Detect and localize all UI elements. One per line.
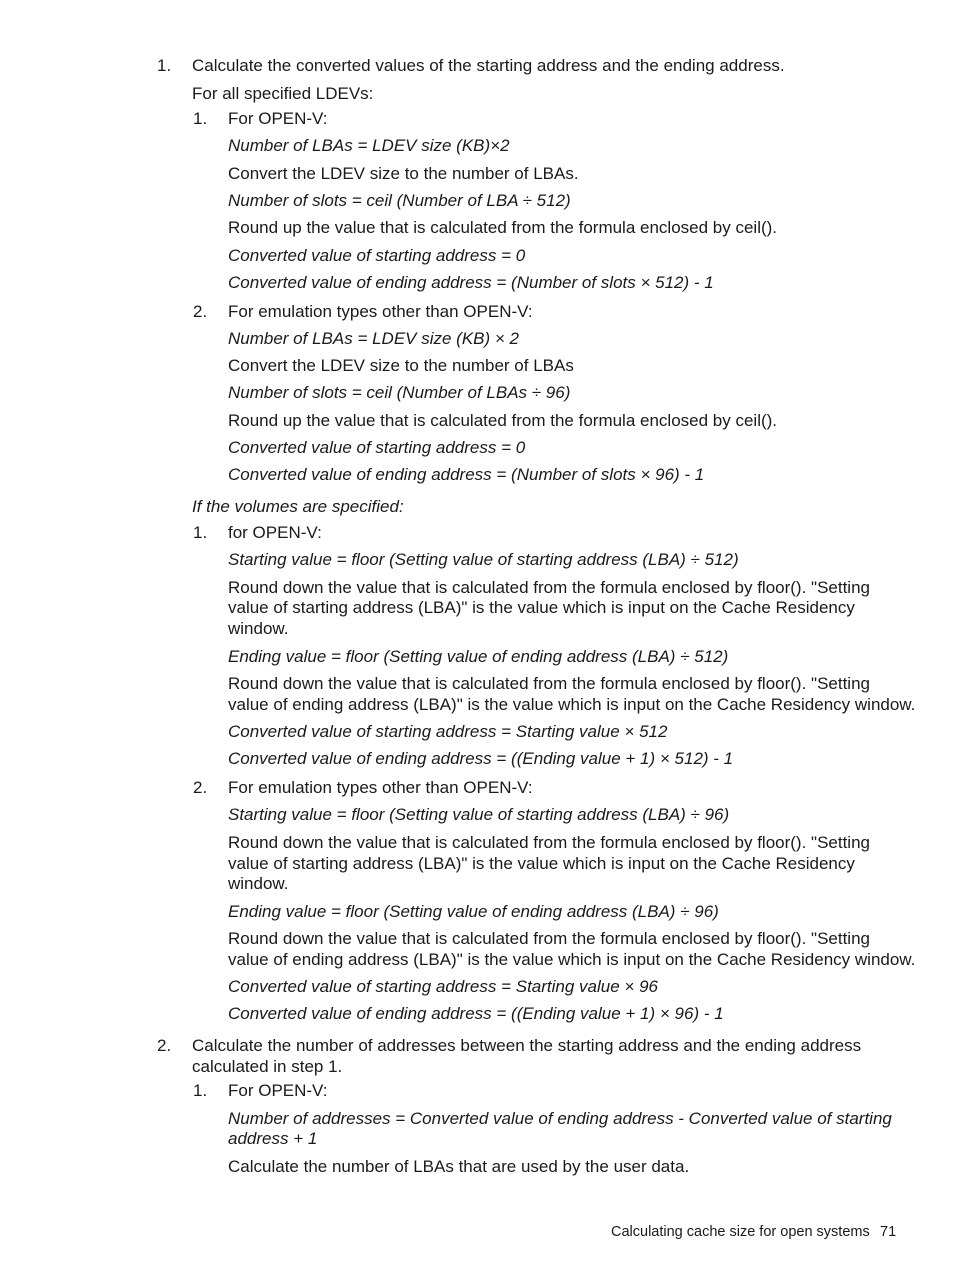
formula: Number of LBAs = LDEV size (KB) × 2 — [228, 329, 520, 348]
substep-label: For OPEN-V: — [228, 109, 328, 128]
substep-label: For emulation types other than OPEN-V: — [228, 778, 533, 797]
formula: Converted value of ending address = ((Ending value + 1) × 512) - 1 — [228, 749, 734, 768]
substep-number: 1. — [193, 1081, 208, 1100]
page-number: 71 — [880, 1224, 897, 1240]
explanation: value of starting address (LBA)" is the value which is input on the Cache Residency — [228, 854, 855, 873]
formula: Converted value of ending address = (Number of slots × 512) - 1 — [228, 273, 714, 292]
formula: Number of addresses = Converted value of ending address - Converted value of starting — [228, 1109, 892, 1128]
explanation: Convert the LDEV size to the number of LBAs. — [228, 164, 579, 183]
substep-label: for OPEN-V: — [228, 523, 322, 542]
explanation: Round down the value that is calculated from the formula enclosed by floor(). "Setting — [228, 929, 870, 948]
step-1-number: 1. — [157, 56, 172, 75]
explanation: window. — [228, 874, 289, 893]
formula: Converted value of starting address = Starting value × 96 — [228, 977, 658, 996]
substep-label: For emulation types other than OPEN-V: — [228, 302, 533, 321]
explanation: Convert the LDEV size to the number of LBAs — [228, 356, 574, 375]
formula: Converted value of starting address = 0 — [228, 246, 526, 265]
step-2-text: Calculate the number of addresses between the starting address and the ending address — [192, 1036, 862, 1055]
volumes-label: If the volumes are specified: — [192, 497, 404, 516]
explanation: Round up the value that is calculated from the formula enclosed by ceil(). — [228, 411, 778, 430]
formula: Number of slots = ceil (Number of LBAs ÷ 96) — [228, 383, 571, 402]
explanation: value of starting address (LBA)" is the value which is input on the Cache Residency — [228, 598, 855, 617]
formula: Starting value = floor (Setting value of starting address (LBA) ÷ 512) — [228, 550, 739, 569]
formula: Ending value = floor (Setting value of ending address (LBA) ÷ 512) — [228, 647, 729, 666]
explanation: value of ending address (LBA)" is the value which is input on the Cache Residency window. — [228, 695, 916, 714]
formula: Number of slots = ceil (Number of LBA ÷ 512) — [228, 191, 571, 210]
substep-number: 2. — [193, 302, 208, 321]
formula: Ending value = floor (Setting value of ending address (LBA) ÷ 96) — [228, 902, 719, 921]
formula: Converted value of ending address = (Number of slots × 96) - 1 — [228, 465, 705, 484]
substep-number: 2. — [193, 778, 208, 797]
footer-section-title: Calculating cache size for open systems — [611, 1224, 870, 1240]
step-2-number: 2. — [157, 1036, 172, 1055]
substep-number: 1. — [193, 109, 208, 128]
explanation: Round down the value that is calculated from the formula enclosed by floor(). "Setting — [228, 578, 870, 597]
substep-number: 1. — [193, 523, 208, 542]
explanation: Round down the value that is calculated from the formula enclosed by floor(). "Setting — [228, 833, 870, 852]
explanation: window. — [228, 619, 289, 638]
formula: Converted value of starting address = 0 — [228, 438, 526, 457]
explanation: value of ending address (LBA)" is the value which is input on the Cache Residency window. — [228, 950, 916, 969]
explanation: Round up the value that is calculated from the formula enclosed by ceil(). — [228, 218, 778, 237]
step-2-text: calculated in step 1. — [192, 1057, 343, 1076]
explanation: Round down the value that is calculated from the formula enclosed by floor(). "Setting — [228, 674, 870, 693]
explanation: Calculate the number of LBAs that are used by the user data. — [228, 1157, 690, 1176]
all-ldevs-label: For all specified LDEVs: — [192, 84, 374, 103]
formula: Starting value = floor (Setting value of starting address (LBA) ÷ 96) — [228, 805, 730, 824]
step-1-text: Calculate the converted values of the starting address and the ending address. — [192, 56, 785, 75]
substep-label: For OPEN-V: — [228, 1081, 328, 1100]
formula: Number of LBAs = LDEV size (KB)×2 — [228, 136, 510, 155]
formula: address + 1 — [228, 1129, 318, 1148]
formula: Converted value of starting address = Starting value × 512 — [228, 722, 668, 741]
formula: Converted value of ending address = ((Ending value + 1) × 96) - 1 — [228, 1004, 724, 1023]
